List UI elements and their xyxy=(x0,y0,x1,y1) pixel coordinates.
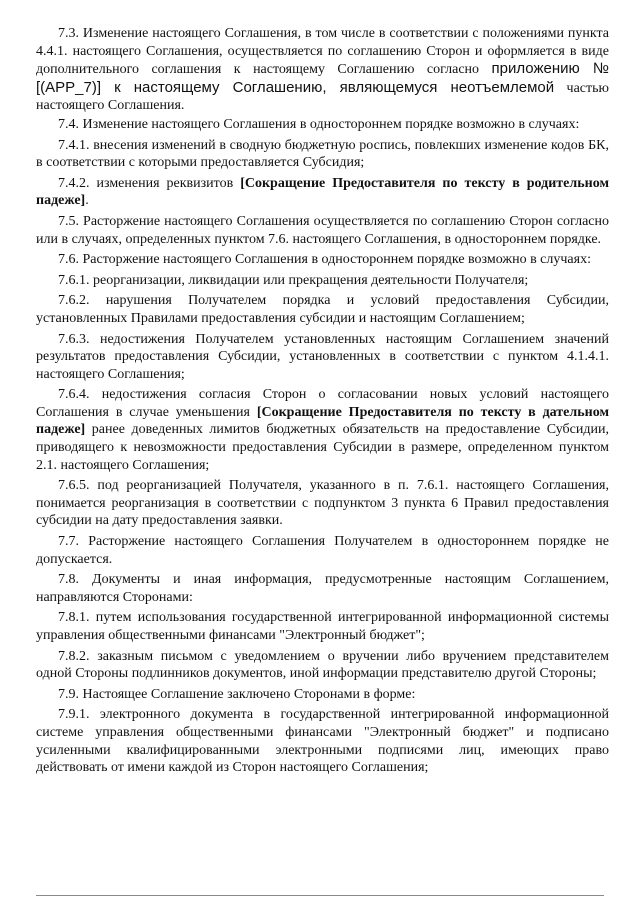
paragraph-7-9: 7.9. Настоящее Соглашение заключено Сторонами в форме: xyxy=(58,686,416,702)
paragraph-7-7: 7.7. Расторжение настоящего Соглашения Получателем в одностороннем порядке не допускается. xyxy=(36,534,609,567)
paragraph-7-5: 7.5. Расторжение настоящего Соглашения осуществляется по соглашению Сторон согласно или в случаях, определенных пунктом 7.6. настоящего Соглашения, в одностороннем порядке. xyxy=(36,213,609,247)
paragraph-7-6-3: 7.6.3. недостижения Получателем установленных настоящим Соглашением значений результатов предоставления Субсидии, установленных в соответствии с пунктом 4.1.4.1. настоящего Соглашения; xyxy=(36,331,609,382)
paragraph-7-3 xyxy=(36,25,609,115)
paragraph-7-4-1: 7.4.1. внесения изменений в сводную бюджетную роспись, повлекших изменение кодов БК, в соответствии с которыми предоставляется Субсидия; xyxy=(36,137,609,171)
page-bottom-divider xyxy=(36,895,604,896)
paragraph-7-3-text-c: частью настоящего Соглашения. xyxy=(36,80,609,114)
paragraph-7-6: 7.6. Расторжение настоящего Соглашения в одностороннем порядке возможно в случаях: xyxy=(58,252,591,268)
paragraph-7-6-2: 7.6.2. нарушения Получателем порядка и условий предоставления Субсидии, установленных Правилами предоставления субсидии и настоящим Соглашением; xyxy=(36,293,609,326)
paragraph-7-8: 7.8. Документы и иная информация, предусмотренные настоящим Соглашением, направляются Сторонами: xyxy=(36,572,609,605)
paragraph-7-6-4-text-c: ранее доведенных лимитов бюджетных обязательств на предоставление Субсидии, приводящего к невозможности предоставления Субсидии в размере, определенном пунктом 2.1. настоящего Соглашения; xyxy=(36,422,609,473)
paragraph-7-6-4-placeholder: [Сокращение Предоставителя по тексту в дательном падеже] xyxy=(36,404,609,438)
paragraph-7-4-2-text-c: . xyxy=(85,193,89,209)
paragraph-7-6-4 xyxy=(36,386,609,474)
paragraph-7-4-2 xyxy=(36,175,609,210)
paragraph-7-8-2: 7.8.2. заказным письмом с уведомлением о вручении либо вручением представителем одной Стороны подлинников документов, иной информации представителю другой Стороны; xyxy=(36,648,609,682)
paragraph-7-6-5: 7.6.5. под реорганизацией Получателя, указанного в п. 7.6.1. настоящего Соглашения, понимается реорганизация в соответствии с подпунктом 3 пункта 6 Правил предоставления субсидии на дату предоставления заявки. xyxy=(36,478,609,529)
document-page xyxy=(36,25,609,780)
paragraph-7-4-2-placeholder: [Сокращение Предоставителя по тексту в родительном падеже] xyxy=(36,175,609,209)
paragraph-7-4-2-text-a: 7.4.2. изменения реквизитов xyxy=(58,175,241,191)
paragraph-7-6-4-text-a: 7.6.4. недостижения согласия Сторон о согласовании новых условий настоящего Соглашения в случае уменьшения xyxy=(36,387,609,420)
paragraph-7-4: 7.4. Изменение настоящего Соглашения в одностороннем порядке возможно в случаях: xyxy=(58,116,580,132)
paragraph-7-6-1: 7.6.1. реорганизации, ликвидации или прекращения деятельности Получателя; xyxy=(58,272,529,288)
paragraph-7-9-1: 7.9.1. электронного документа в государственной интегрированной информационной системе управления общественными финансами "Электронный бюджет" и подписано усиленными квалифицированными электронными подписями лиц, имеющих право действовать от имени каждой из Сторон настоящего Соглашения; xyxy=(36,707,609,776)
paragraph-7-8-1: 7.8.1. путем использования государственной интегрированной информационной системы управления общественными финансами "Электронный бюджет"; xyxy=(36,610,609,643)
paragraph-7-3-text-a: 7.3. Изменение настоящего Соглашения, в том числе в соответствии с положениями пункта 4.4.1. настоящего Соглашения, осуществляется по соглашению Сторон и оформляется в виде дополнительного соглашения к настоящему Соглашению согласно xyxy=(36,26,609,78)
paragraph-7-3-template-placeholder: приложению № [(APP_7)] к настоящему Соглашению, являющемуся неотъемлемой xyxy=(36,60,609,96)
